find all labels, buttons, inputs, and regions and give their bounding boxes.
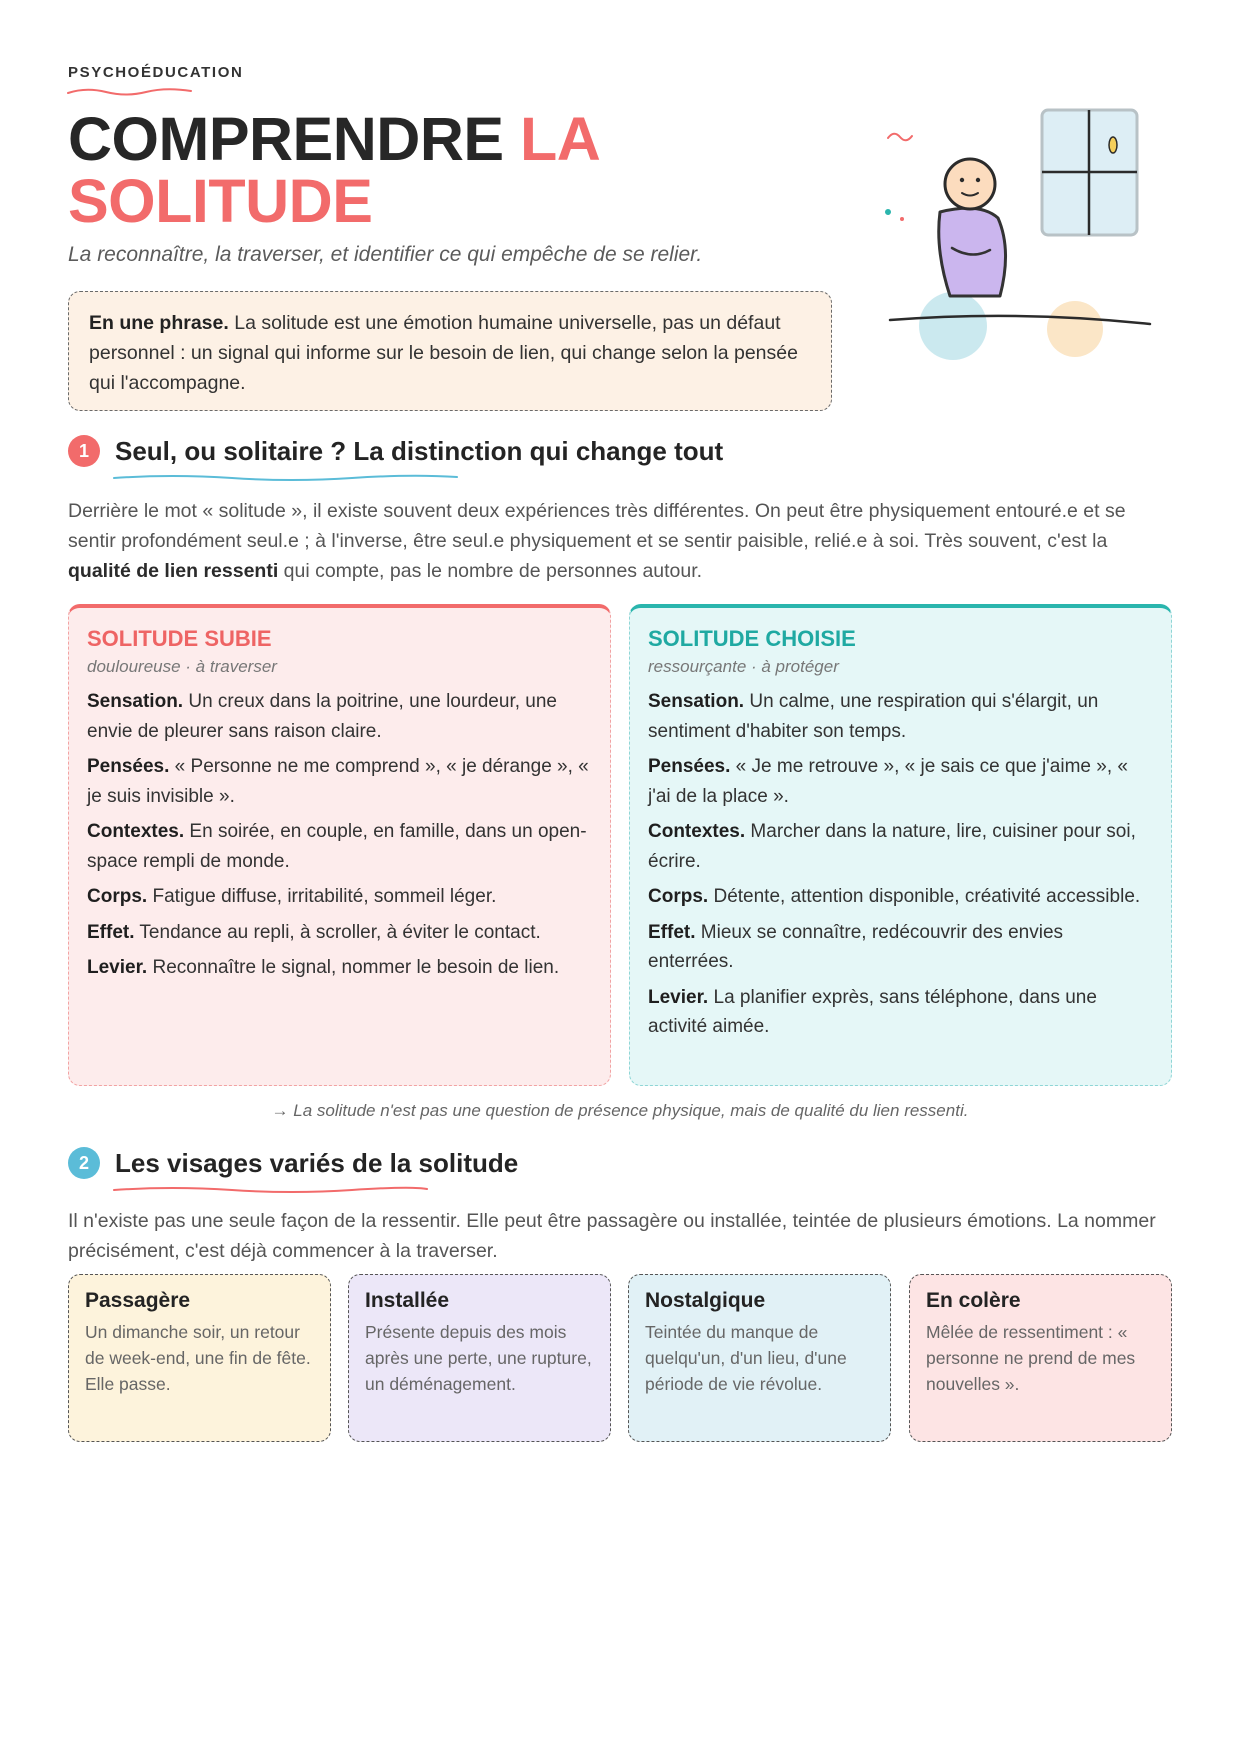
choisie-item-levier: Levier. La planifier exprès, sans téléphone, dans une activité aimée. — [648, 986, 1097, 1037]
choisie-item-sensation: Sensation. Un calme, une respiration qui s'élargit, un sentiment d'habiter son temps. — [648, 691, 1099, 742]
card-text: Un dimanche soir, un retour de week-end, une fin de fête. Elle passe. — [85, 1322, 311, 1394]
section-1-intro-part-2: qui compte, pas le nombre de personnes autour. — [278, 560, 703, 582]
section-1-underline — [112, 473, 462, 483]
section-2-intro: Il n'existe pas une seule façon de la ressentir. Elle peut être passagère ou installée, teintée de plusieurs émotions. La nommer précisément, c'est déjà commencer à la traverser. — [68, 1210, 1156, 1262]
subie-item-sensation: Sensation. Un creux dans la poitrine, une lourdeur, une envie de pleurer sans raison claire. — [87, 691, 557, 742]
card-passagere — [68, 1274, 331, 1442]
card-nostalgique — [628, 1274, 891, 1442]
card-title: En colère — [926, 1289, 1021, 1312]
card-text: Mêlée de ressentiment : « personne ne prend de mes nouvelles ». — [926, 1322, 1136, 1394]
summary-lead: En une phrase. — [89, 312, 229, 334]
card-title: Passagère — [85, 1289, 191, 1312]
faces-cards — [68, 1274, 1172, 1442]
choisie-item-contextes: Contextes. Marcher dans la nature, lire, cuisiner pour soi, écrire. — [648, 821, 1136, 872]
section-1-intro-part-1: Derrière le mot « solitude », il existe souvent deux expériences très différentes. On peut être physiquement entouré.e et se sentir profondément seul.e ; à l'inverse, être seul.e physiquement et se sentir paisible, relié.e à soi. Très souvent, c'est la — [68, 500, 1126, 552]
section-1-note: → La solitude n'est pas une question de présence physique, mais de qualité du lien ressenti. — [271, 1101, 969, 1120]
card-title: Nostalgique — [645, 1289, 766, 1312]
section-1-number: 1 — [68, 435, 100, 467]
card-solitude-choisie — [629, 604, 1172, 1086]
subie-item-corps: Corps. Fatigue diffuse, irritabilité, sommeil léger. — [87, 886, 497, 907]
card-en-colere — [909, 1274, 1172, 1442]
card-solitude-subie — [68, 604, 611, 1086]
section-2-title: Les visages variés de la solitude — [115, 1147, 519, 1178]
card-installee — [348, 1274, 611, 1442]
section-2-number: 2 — [68, 1147, 100, 1179]
card-title: Installée — [365, 1289, 450, 1312]
subie-item-pensees: Pensées. « Personne ne me comprend », « je dérange », « je suis invisible ». — [87, 756, 589, 807]
choisie-title: SOLITUDE CHOISIE — [648, 626, 856, 651]
choisie-item-effet: Effet. Mieux se connaître, redécouvrir des envies enterrées. — [648, 921, 1064, 972]
section-1-intro-bold: qualité de lien ressenti — [68, 560, 279, 582]
kicker-label: PSYCHOÉDUCATION — [68, 64, 244, 81]
section-2-underline — [112, 1185, 432, 1195]
subie-subtitle: douloureuse · à traverser — [87, 657, 277, 676]
title-part-2: LA — [520, 105, 601, 173]
page-subtitle: La reconnaître, la traverser, et identifier ce qui empêche de se relier. — [68, 243, 703, 266]
section-1-header — [68, 435, 723, 467]
section-1-intro — [68, 496, 1172, 586]
choisie-subtitle: ressourçante · à protéger — [648, 657, 839, 676]
card-text: Présente depuis des mois après une perte, une rupture, un déménagement. — [365, 1322, 592, 1394]
section-1-title: Seul, ou solitaire ? La distinction qui change tout — [115, 435, 724, 466]
page-title — [68, 105, 601, 235]
card-text: Teintée du manque de quelqu'un, d'un lieu, d'une période de vie révolue. — [645, 1322, 847, 1394]
summary-text: La solitude est une émotion humaine universelle, pas un défaut personnel : un signal qui informe sur le besoin de lien, qui change selon la pensée qui l'accompagne. — [89, 312, 798, 394]
section-2-header — [68, 1147, 518, 1179]
subie-item-levier: Levier. Reconnaître le signal, nommer le besoin de lien. — [87, 957, 560, 978]
choisie-item-corps: Corps. Détente, attention disponible, créativité accessible. — [648, 886, 1141, 907]
choisie-item-pensees: Pensées. « Je me retrouve », « je sais ce que j'aime », « j'ai de la place ». — [648, 756, 1128, 807]
solitude-illustration — [880, 100, 1170, 370]
kicker-squiggle — [66, 86, 196, 98]
title-part-3: SOLITUDE — [68, 167, 373, 235]
summary-box — [68, 291, 832, 411]
subie-title: SOLITUDE SUBIE — [87, 626, 272, 651]
subie-item-contextes: Contextes. En soirée, en couple, en famille, dans un open-space rempli de monde. — [87, 821, 587, 872]
title-part-1: COMPRENDRE — [68, 105, 504, 173]
subie-item-effet: Effet. Tendance au repli, à scroller, à éviter le contact. — [87, 921, 541, 943]
